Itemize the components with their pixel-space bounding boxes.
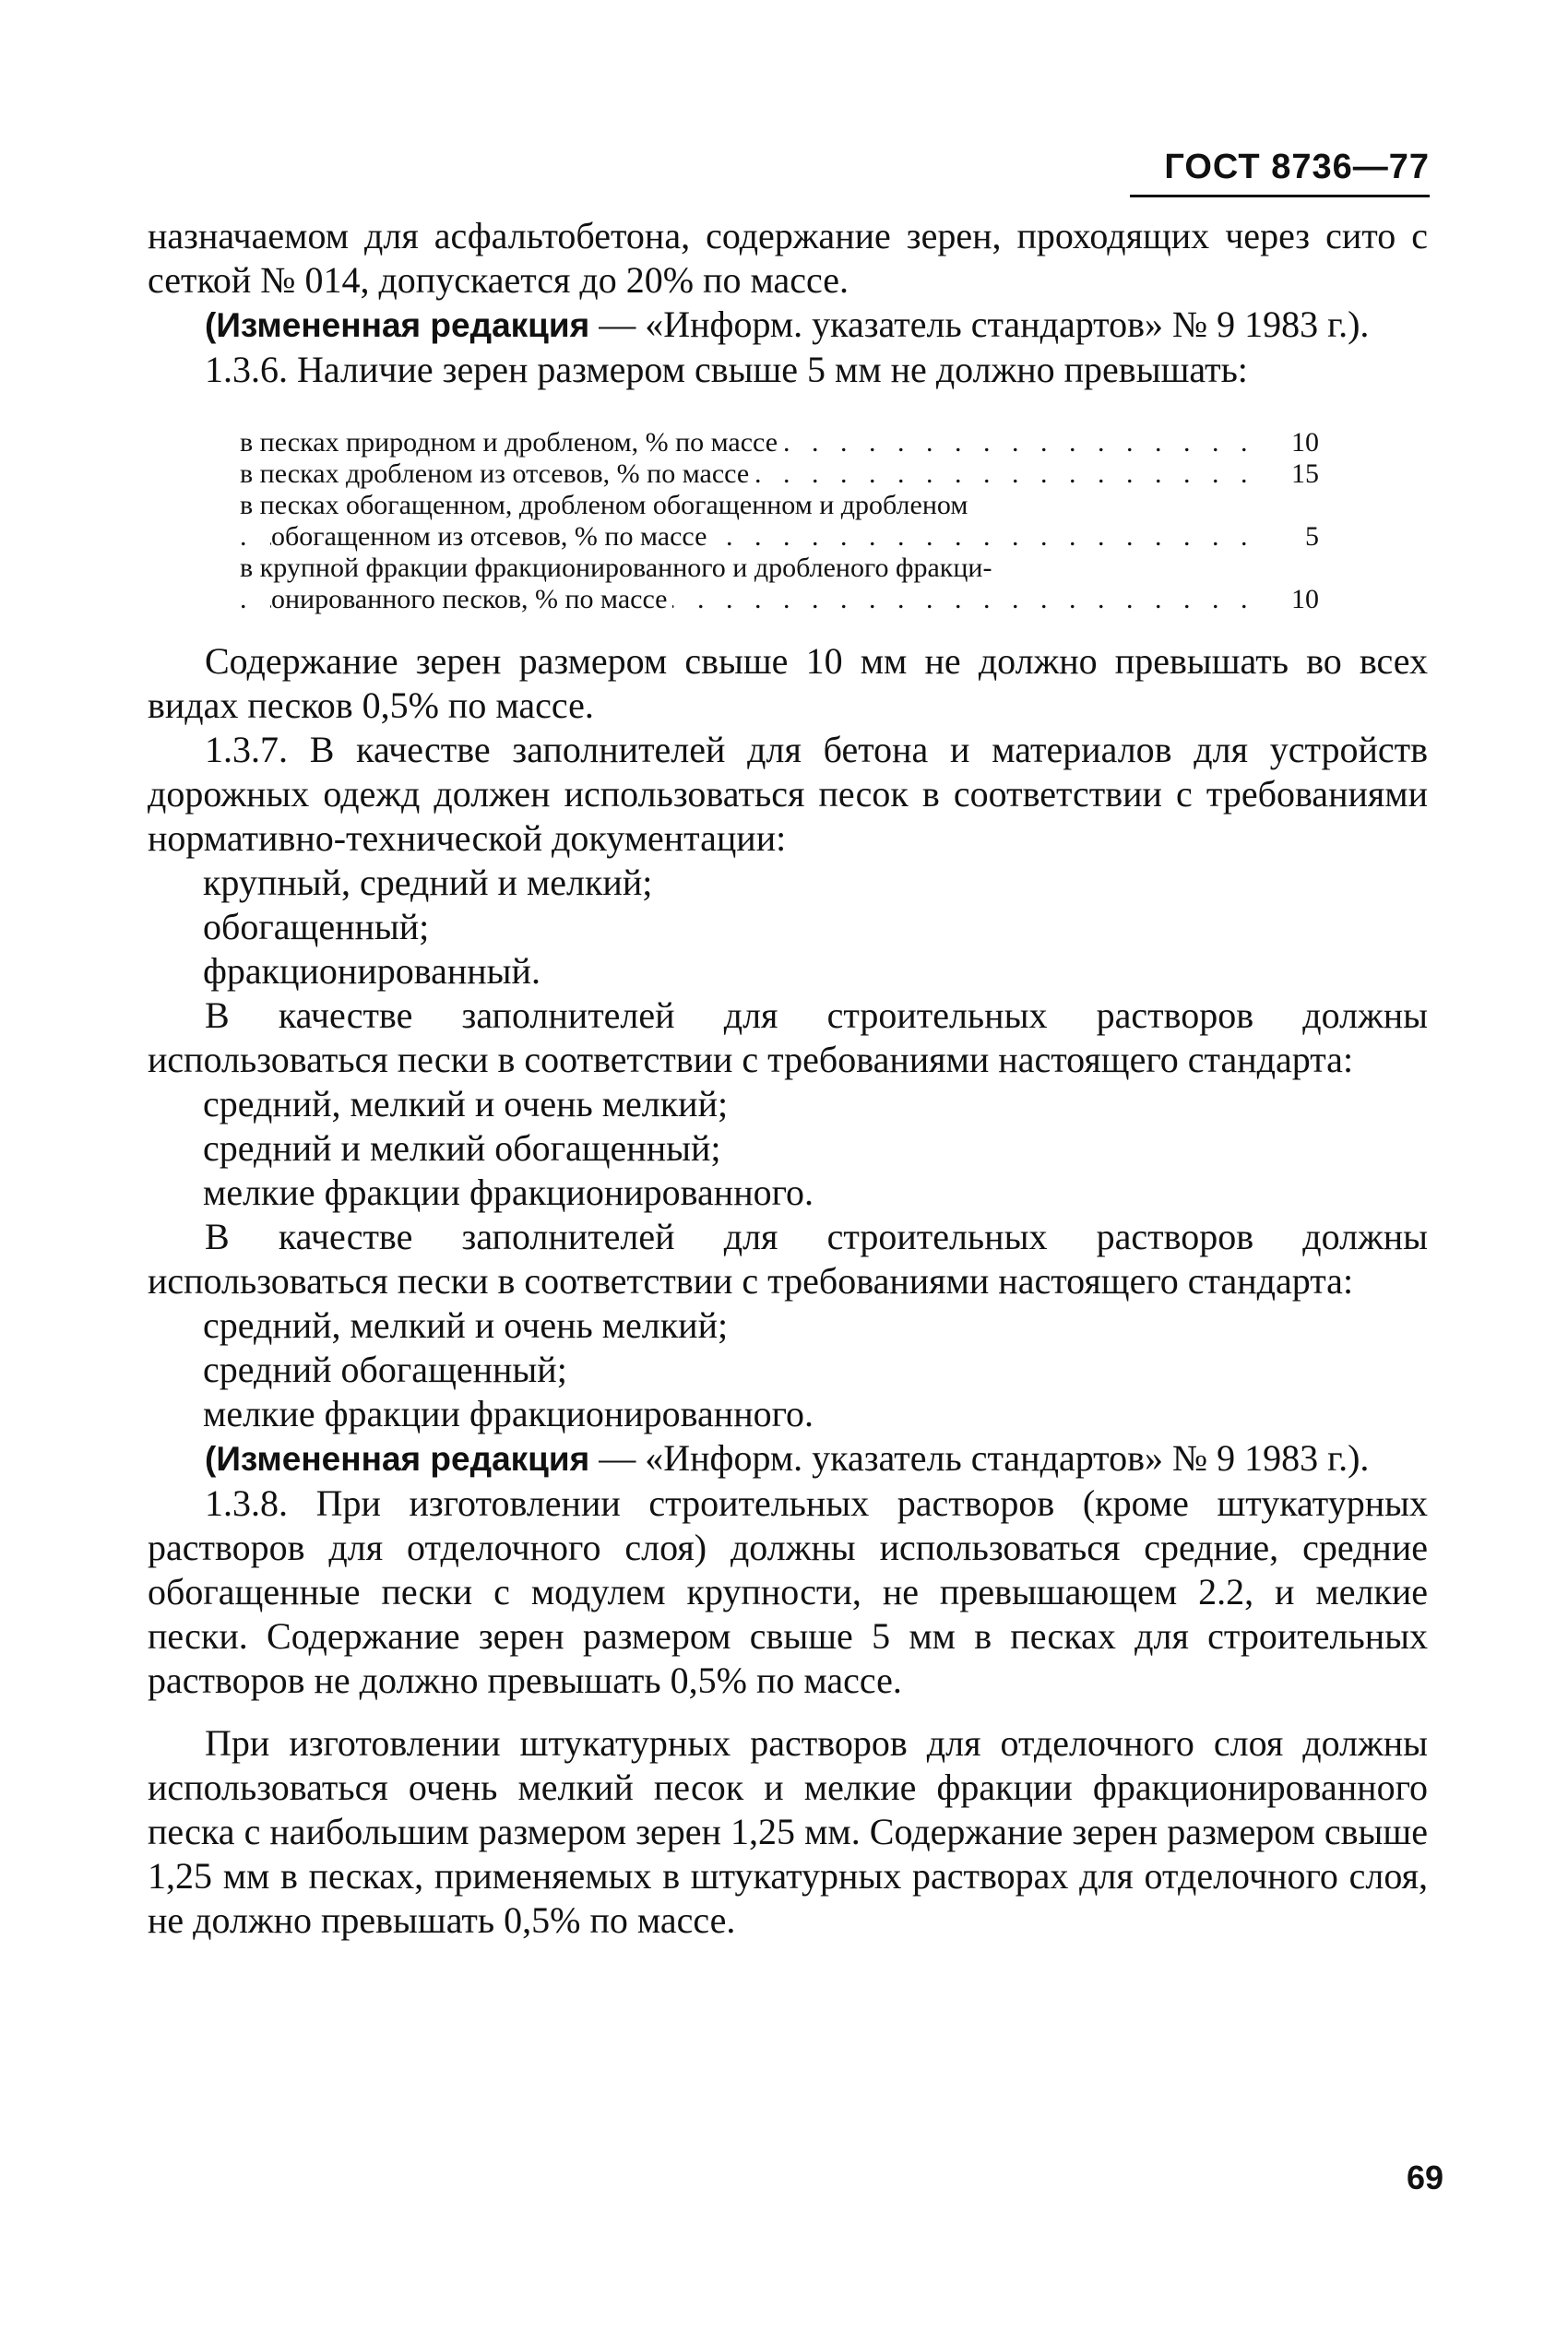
table-row-text [240,553,1319,584]
amendment-note-1 [148,303,1428,348]
table-row-label-line [240,458,1264,490]
section-1-3-8: 1.3.8. При изготовлении строительных растворов (кроме штукатурных растворов для отделочного слоя) должны использоваться средние, средние обогащенные пески с модулем крупности, не превышающем 2.2, и мелкие пески. Содержание зерен размером свыше 5 мм в песках для строительных растворов не должно превышать 0,5% по массе. [148,1482,1428,1701]
amendment-note-2 [148,1436,1428,1481]
table-row [240,427,1319,458]
table-row-label: онированного песков, % по массе [271,584,672,614]
table-row [240,521,1319,553]
table-row-label: обогащенном из отсевов, % по массе [271,521,712,552]
amendment-text: — «Информ. указатель стандартов» № 9 1983 г.). [589,1437,1370,1479]
list-item: средний, мелкий и очень мелкий; [203,1083,729,1124]
list-item: обогащенный; [203,906,430,947]
table-row-label-line [240,584,1264,615]
paragraph-mortar-2: В качестве заполнителей для строительных растворов должны использоваться пески в соответствии с требованиями настоящего стандарта: [148,1216,1428,1302]
table-row-label: в песках природном и дробленом, % по массе [240,427,783,458]
list-item: мелкие фракции фракционированного. [203,1393,814,1434]
table-row [240,458,1319,490]
table-row-label: в песках дробленом из отсевов, % по массе [240,458,754,489]
paragraph-mortar-1: В качестве заполнителей для строительных растворов должны использоваться пески в соответствии с требованиями настоящего стандарта: [148,994,1428,1080]
section-1-3-7: 1.3.7. В качестве заполнителей для бетона и материалов для устройств дорожных одежд должен использоваться песок в соответствии с требованиями нормативно-технической документации: [148,729,1428,859]
grain-content-table [240,427,1319,615]
table-row-text [240,490,1319,521]
page-body [148,214,1428,1943]
page-number: 69 [1406,2159,1443,2196]
section-1-3-6: 1.3.6. Наличие зерен размером свыше 5 мм не должно превышать: [205,349,1248,390]
paragraph-10mm: Содержание зерен размером свыше 10 мм не должно превышать во всех видах песков 0,5% по массе. [148,640,1428,726]
table-row-value: 5 [1305,521,1319,552]
paragraph-gap [148,1703,1428,1721]
list-item: фракционированный. [203,950,540,992]
intro-paragraph: назначаемом для асфальтобетона, содержание зерен, проходящих через сито с сеткой № 014, допускается до 20% по массе. [148,215,1428,301]
table-row-value: 10 [1291,427,1319,458]
amendment-label: (Измененная редакция [205,306,590,344]
table-row-label: в песках обогащенном, дробленом обогащенном и дробленом [240,490,968,520]
table-row-label-line [240,521,1264,553]
list-item: средний и мелкий обогащенный; [203,1127,721,1169]
table-row-label-line [240,427,1264,458]
table-row-value: 15 [1291,458,1319,489]
list-item: крупный, средний и мелкий; [203,862,653,903]
list-item: средний обогащенный; [203,1349,567,1390]
amendment-label: (Измененная редакция [205,1440,590,1478]
table-row-value: 10 [1291,584,1319,614]
amendment-text: — «Информ. указатель стандартов» № 9 1983 г.). [589,303,1370,345]
paragraph-plaster: При изготовлении штукатурных растворов для отделочного слоя должны использоваться очень мелкий песок и мелкие фракции фракционированного песка с наибольшим размером зерен 1,25 мм. Содержание зерен размером свыше 1,25 мм в песках, применяемых в штукатурных растворах для отделочного слоя, не должно превышать 0,5% по массе. [148,1722,1428,1941]
list-item: средний, мелкий и очень мелкий; [203,1304,729,1346]
standard-header: ГОСТ 8736—77 [1130,148,1430,197]
table-row [240,584,1319,615]
table-row-label: в крупной фракции фракционированного и дробленого фракци- [240,553,992,583]
list-item: мелкие фракции фракционированного. [203,1172,814,1213]
